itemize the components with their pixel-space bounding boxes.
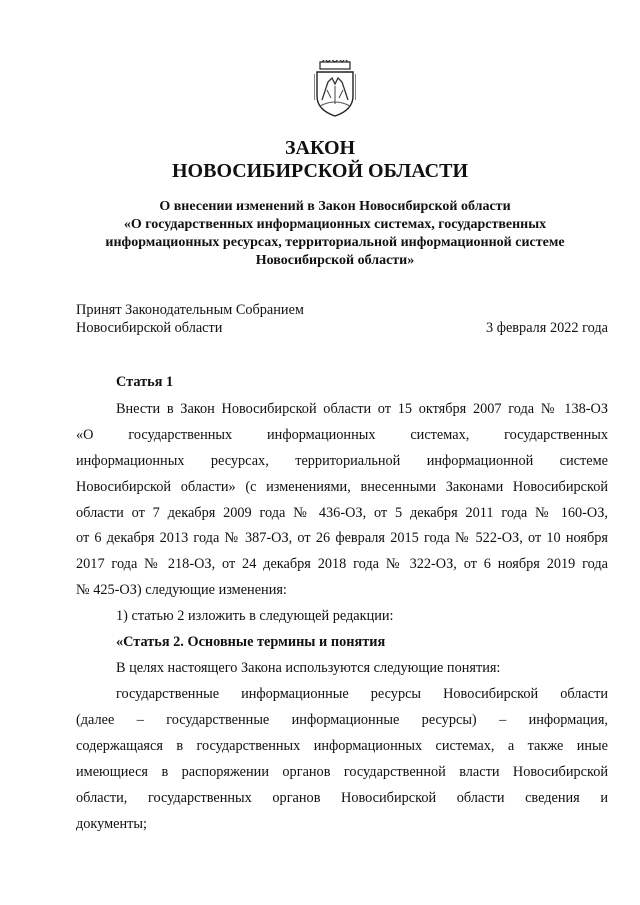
- paragraph-line: от 6 декабря 2013 года № 387-ОЗ, от 26 февраля 2015 года № 522-ОЗ, от 10 ноября: [76, 530, 608, 546]
- paragraph-line: 2017 года № 218-ОЗ, от 24 декабря 2018 года № 322-ОЗ, от 6 ноября 2019 года: [76, 556, 608, 572]
- subtitle-line: Новосибирской области»: [255, 253, 415, 268]
- definition-line: содержащаяся в государственных информационных системах, а также иные: [76, 738, 608, 754]
- subtitle-line: «О государственных информационных системах, государственных: [123, 217, 547, 232]
- definition-line: (далее – государственные информационные ресурсы) – информация,: [76, 712, 608, 728]
- law-subtitle: [60, 198, 610, 270]
- law-title: ЗАКОН: [284, 137, 356, 159]
- paragraph-line: Новосибирской области» (с изменениями, внесенными Законами Новосибирской: [76, 479, 608, 495]
- adoption-date: 3 февраля 2022 года: [485, 320, 608, 336]
- coat-of-arms-icon: [314, 60, 356, 118]
- definition-line: государственные информационные ресурсы Новосибирской области: [116, 686, 608, 702]
- definition-line: имеющиеся в распоряжении органов государственной власти Новосибирской: [76, 764, 608, 780]
- subtitle-line: информационных ресурсах, территориальной информационной системе: [105, 235, 565, 250]
- subtitle-line: О внесении изменений в Закон Новосибирской области: [159, 199, 511, 214]
- paragraph-line: области от 7 декабря 2009 года № 436-ОЗ, от 5 декабря 2011 года № 160-ОЗ,: [76, 505, 608, 521]
- article-heading: Статья 1: [116, 374, 174, 390]
- paragraph-line: «О государственных информационных системах, государственных: [76, 427, 608, 443]
- amendment-item: 1) статью 2 изложить в следующей редакции:: [116, 608, 394, 624]
- paragraph-line: Внести в Закон Новосибирской области от 15 октября 2007 года № 138-ОЗ: [116, 401, 608, 417]
- definitions-intro: В целях настоящего Закона используются следующие понятия:: [116, 660, 501, 676]
- article2-heading: «Статья 2. Основные термины и понятия: [116, 634, 386, 650]
- adoption-line-1: Принят Законодательным Собранием: [76, 302, 304, 318]
- paragraph-line: информационных ресурсах, территориальной информационной системе: [76, 453, 608, 469]
- paragraph-line: № 425-ОЗ) следующие изменения:: [76, 582, 287, 598]
- law-region-title: НОВОСИБИРСКОЙ ОБЛАСТИ: [171, 160, 469, 182]
- definition-line: области, государственных органов Новосибирской области сведения и: [76, 790, 608, 806]
- definition-line: документы;: [76, 816, 147, 832]
- adoption-line-2: Новосибирской области: [76, 320, 223, 336]
